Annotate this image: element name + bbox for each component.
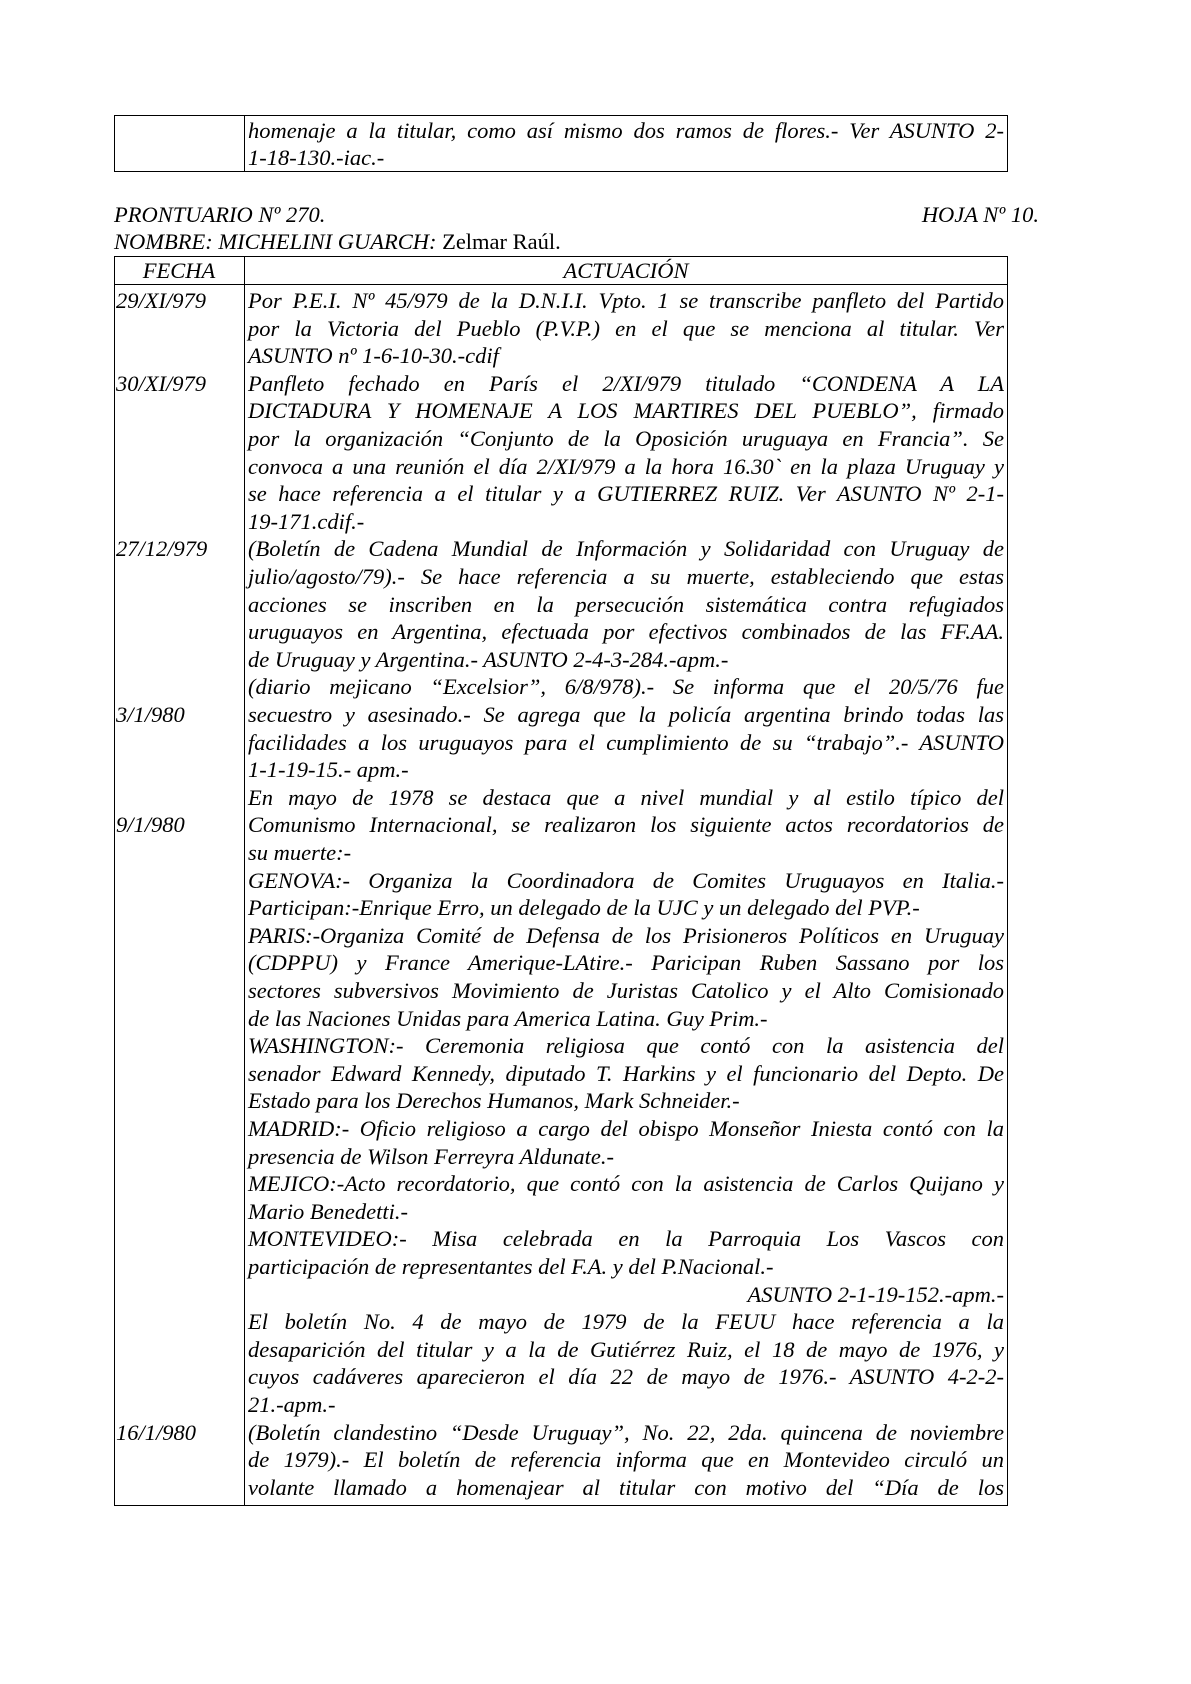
actuacion-line: facilidades a los uruguayos para el cumplimiento de su “trabajo”.- ASUNTO	[248, 729, 1004, 755]
col-header-actuacion: ACTUACIÓN	[563, 258, 689, 283]
actuacion-line: Participan:-Enrique Erro, un delegado de la UJC y un delegado del PVP.-	[248, 895, 920, 921]
actuacion-line: (diario mejicano “Excelsior”, 6/8/978).- Se informa que el 20/5/76 fue	[248, 674, 1004, 700]
actuacion-line: Comunismo Internacional, se realizaron los siguiente actos recordatorios de	[248, 812, 1004, 838]
actuacion-line: MADRID:- Oficio religioso a cargo del obispo Monseñor Iniesta contó con la	[248, 1116, 1004, 1141]
actuacion-line: senador Edward Kennedy, diputado T. Harkins y el funcionario del Depto. De	[248, 1060, 1004, 1086]
actuacion-line: Panfleto fechado en París el 2/XI/979 titulado “CONDENA A LA	[248, 370, 1004, 396]
fecha-column	[116, 287, 242, 1502]
fecha-cell: 3/1/980	[116, 702, 185, 727]
actuacion-line: se hace referencia a el titular y a GUTIERREZ RUIZ. Ver ASUNTO Nº 2-1-	[248, 481, 1004, 507]
actuacion-line: 1-1-19-15.- apm.-	[248, 757, 409, 783]
actuacion-line: secuestro y asesinado.- Se agrega que la policía argentina brindo todas las	[248, 702, 1004, 727]
fecha-cell: 16/1/980	[116, 1419, 197, 1445]
actuacion-line: (CDPPU) y France Amerique-LAtire.- Paricipan Ruben Sassano por los	[248, 950, 1004, 976]
actuacion-line: cuyos cadáveres aparecieron el día 22 de mayo de 1976.- ASUNTO 4-2-2-	[248, 1364, 1004, 1390]
actuacion-line: uruguayos en Argentina, efectuada por efectivos combinados de las FF.AA.	[248, 619, 1004, 645]
actuacion-line: convoca a una reunión el día 2/XI/979 a la hora 16.30` en la plaza Uruguay y	[248, 453, 1004, 479]
fecha-cell: 9/1/980	[116, 812, 185, 838]
actuacion-line: Estado para los Derechos Humanos, Mark Schneider.-	[248, 1088, 740, 1114]
actuacion-line: 19-171.cdif.-	[248, 508, 365, 534]
fecha-cell: 29/XI/979	[116, 288, 206, 313]
nombre-line	[114, 228, 561, 255]
col-header-fecha: FECHA	[142, 258, 216, 283]
prontuario-number: PRONTUARIO Nº 270.	[114, 202, 326, 227]
top-table-text	[248, 117, 1004, 171]
actuacion-line: Por P.E.I. Nº 45/979 de la D.N.I.I. Vpto. 1 se transcribe panfleto del Partido	[248, 288, 1004, 313]
actuacion-line: Mario Benedetti.-	[248, 1198, 408, 1224]
actuacion-line: PARIS:-Organiza Comité de Defensa de los Prisioneros Políticos en Uruguay	[248, 922, 1004, 948]
fecha-cell: 30/XI/979	[116, 370, 206, 396]
actuacion-line: acciones se inscriben en la persecución sistemática contra refugiados	[248, 591, 1004, 617]
actuacion-line: El boletín No. 4 de mayo de 1979 de la FEUU hace referencia a la	[248, 1309, 1004, 1335]
actuacion-line: En mayo de 1978 se destaca que a nivel mundial y al estilo típico del	[248, 784, 1004, 810]
actuacion-line: DICTADURA Y HOMENAJE A LOS MARTIRES DEL PUEBLO”, firmado	[248, 398, 1004, 424]
nombre-value: Zelmar Raúl.	[442, 229, 561, 254]
actuacion-line: de 1979).- El boletín de referencia informa que en Montevideo circuló un	[248, 1447, 1004, 1473]
actuacion-line: 21.-apm.-	[248, 1392, 336, 1417]
actuacion-column	[248, 287, 1004, 1502]
actuacion-line: por la Victoria del Pueblo (P.V.P.) en el que se menciona al titular. Ver	[248, 315, 1004, 341]
actuacion-line: sectores subversivos Movimiento de Juristas Catolico y el Alto Comisionado	[248, 978, 1004, 1003]
main-table-header-rule	[114, 284, 1008, 285]
top-table-line-2: 1-18-130.-iac.-	[248, 145, 385, 170]
fecha-cell: 27/12/979	[116, 536, 208, 562]
actuacion-line: por la organización “Conjunto de la Oposición uruguaya en Francia”. Se	[248, 426, 1004, 451]
top-table-line-1: homenaje a la titular, como así mismo dos ramos de flores.- Ver ASUNTO 2-	[248, 118, 1004, 143]
nombre-label: NOMBRE: MICHELINI GUARCH:	[114, 229, 437, 254]
actuacion-line: ASUNTO 2-1-19-152.-apm.-	[747, 1281, 1004, 1307]
actuacion-line: su muerte:-	[248, 840, 352, 865]
top-table-divider	[244, 115, 245, 172]
actuacion-line: MONTEVIDEO:- Misa celebrada en la Parroquia Los Vascos con	[248, 1226, 1004, 1252]
actuacion-line: WASHINGTON:- Ceremonia religiosa que contó con la asistencia del	[248, 1033, 1004, 1059]
actuacion-line: presencia de Wilson Ferreyra Aldunate.-	[248, 1143, 614, 1169]
actuacion-line: de Uruguay y Argentina.- ASUNTO 2-4-3-284.-apm.-	[248, 646, 729, 672]
actuacion-line: desaparición del titular y a la de Gutiérrez Ruiz, el 18 de mayo de 1976, y	[248, 1336, 1004, 1362]
actuacion-line: de las Naciones Unidas para America Latina. Guy Prim.-	[248, 1005, 768, 1031]
actuacion-line: (Boletín de Cadena Mundial de Información y Solidaridad con Uruguay de	[248, 536, 1004, 562]
actuacion-line: MEJICO:-Acto recordatorio, que contó con la asistencia de Carlos Quijano y	[248, 1171, 1004, 1197]
actuacion-line: (Boletín clandestino “Desde Uruguay”, No. 22, 2da. quincena de noviembre	[248, 1419, 1004, 1445]
actuacion-line: participación de representantes del F.A. y del P.Nacional.-	[248, 1254, 774, 1279]
main-table-divider	[244, 256, 245, 1506]
actuacion-line: julio/agosto/79).- Se hace referencia a su muerte, estableciendo que estas	[248, 564, 1004, 589]
actuacion-line: ASUNTO nº 1-6-10-30.-cdif	[248, 343, 499, 369]
actuacion-line: volante llamado a homenajear al titular con motivo del “Día de los	[248, 1474, 1004, 1500]
actuacion-line: GENOVA:- Organiza la Coordinadora de Comites Uruguayos en Italia.-	[248, 867, 1004, 893]
hoja-number: HOJA Nº 10.	[921, 202, 1039, 227]
